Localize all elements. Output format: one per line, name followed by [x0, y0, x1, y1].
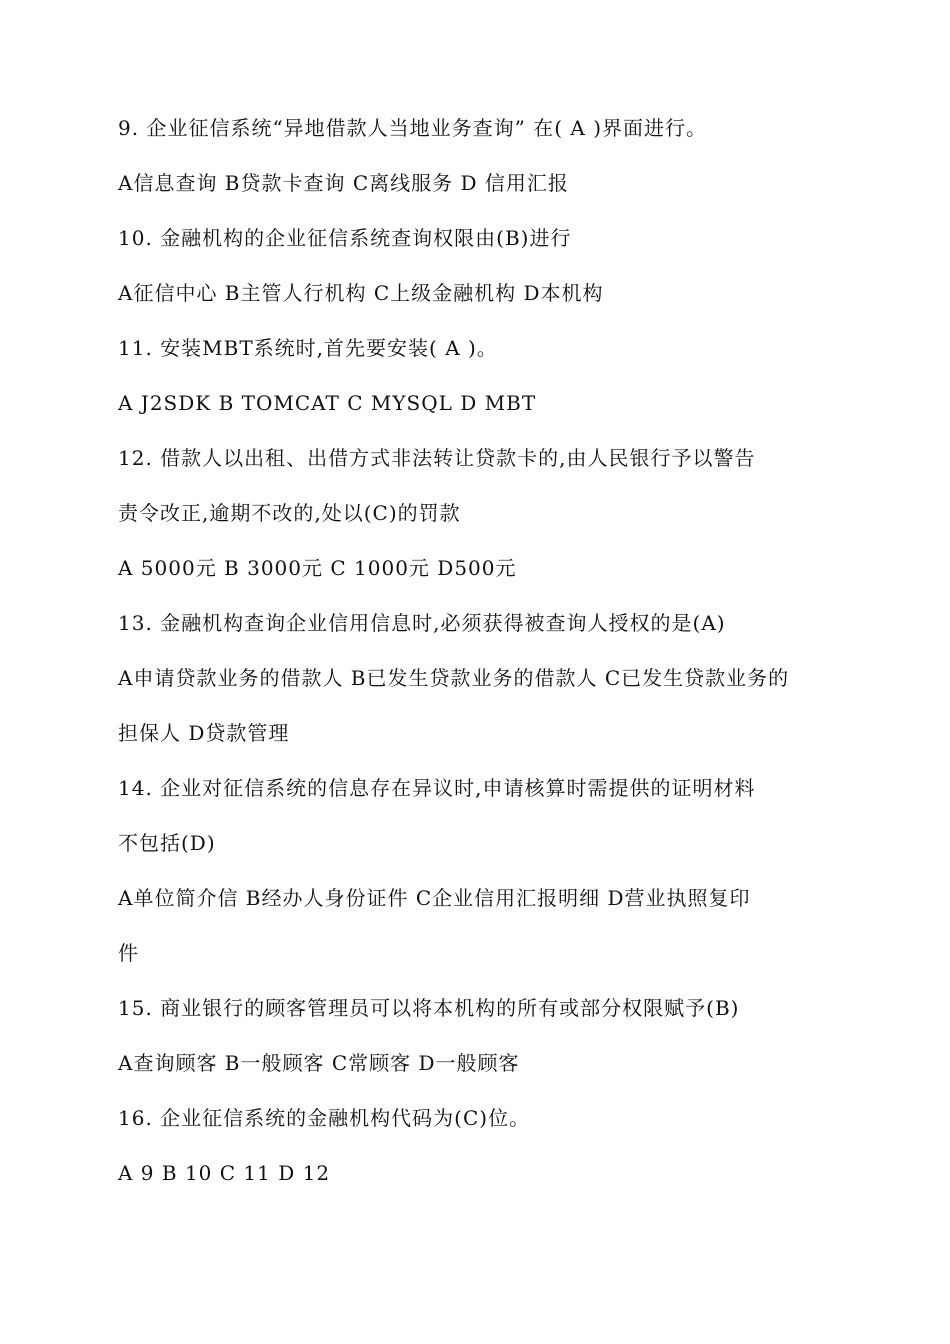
question-9: 9. 企业征信系统“异地借款人当地业务查询” 在( A )界面进行。: [118, 116, 708, 140]
question-11: 11. 安装MBT系统时,首先要安装( A )。: [118, 336, 498, 360]
question-15-options: A查询顾客 B一般顾客 C常顾客 D一般顾客: [118, 1051, 520, 1075]
question-14-continued: 不包括(D): [118, 831, 216, 855]
question-13: 13. 金融机构查询企业信用信息时,必须获得被查询人授权的是(A): [118, 611, 726, 635]
question-16: 16. 企业征信系统的金融机构代码为(C)位。: [118, 1106, 531, 1130]
question-11-options: A J2SDK B TOMCAT C MYSQL D MBT: [118, 391, 537, 415]
question-10-options: A征信中心 B主管人行机构 C上级金融机构 D本机构: [118, 281, 604, 305]
question-12: 12. 借款人以出租、出借方式非法转让贷款卡的,由人民银行予以警告: [118, 446, 756, 470]
question-13-options: A申请贷款业务的借款人 B已发生贷款业务的借款人 C已发生贷款业务的: [118, 666, 790, 690]
question-13-options-continued: 担保人 D贷款管理: [118, 721, 290, 745]
question-14: 14. 企业对征信系统的信息存在异议时,申请核算时需提供的证明材料: [118, 776, 756, 800]
question-12-options: A 5000元 B 3000元 C 1000元 D500元: [118, 556, 517, 580]
question-14-options: A单位简介信 B经办人身份证件 C企业信用汇报明细 D营业执照复印: [118, 886, 751, 910]
question-10: 10. 金融机构的企业征信系统查询权限由(B)进行: [118, 226, 572, 250]
question-12-continued: 责令改正,逾期不改的,处以(C)的罚款: [118, 501, 461, 525]
question-15: 15. 商业银行的顾客管理员可以将本机构的所有或部分权限赋予(B): [118, 996, 740, 1020]
question-14-options-continued: 件: [118, 941, 139, 965]
question-16-options: A 9 B 10 C 11 D 12: [118, 1161, 331, 1185]
question-9-options: A信息查询 B贷款卡查询 C离线服务 D 信用汇报: [118, 171, 569, 195]
